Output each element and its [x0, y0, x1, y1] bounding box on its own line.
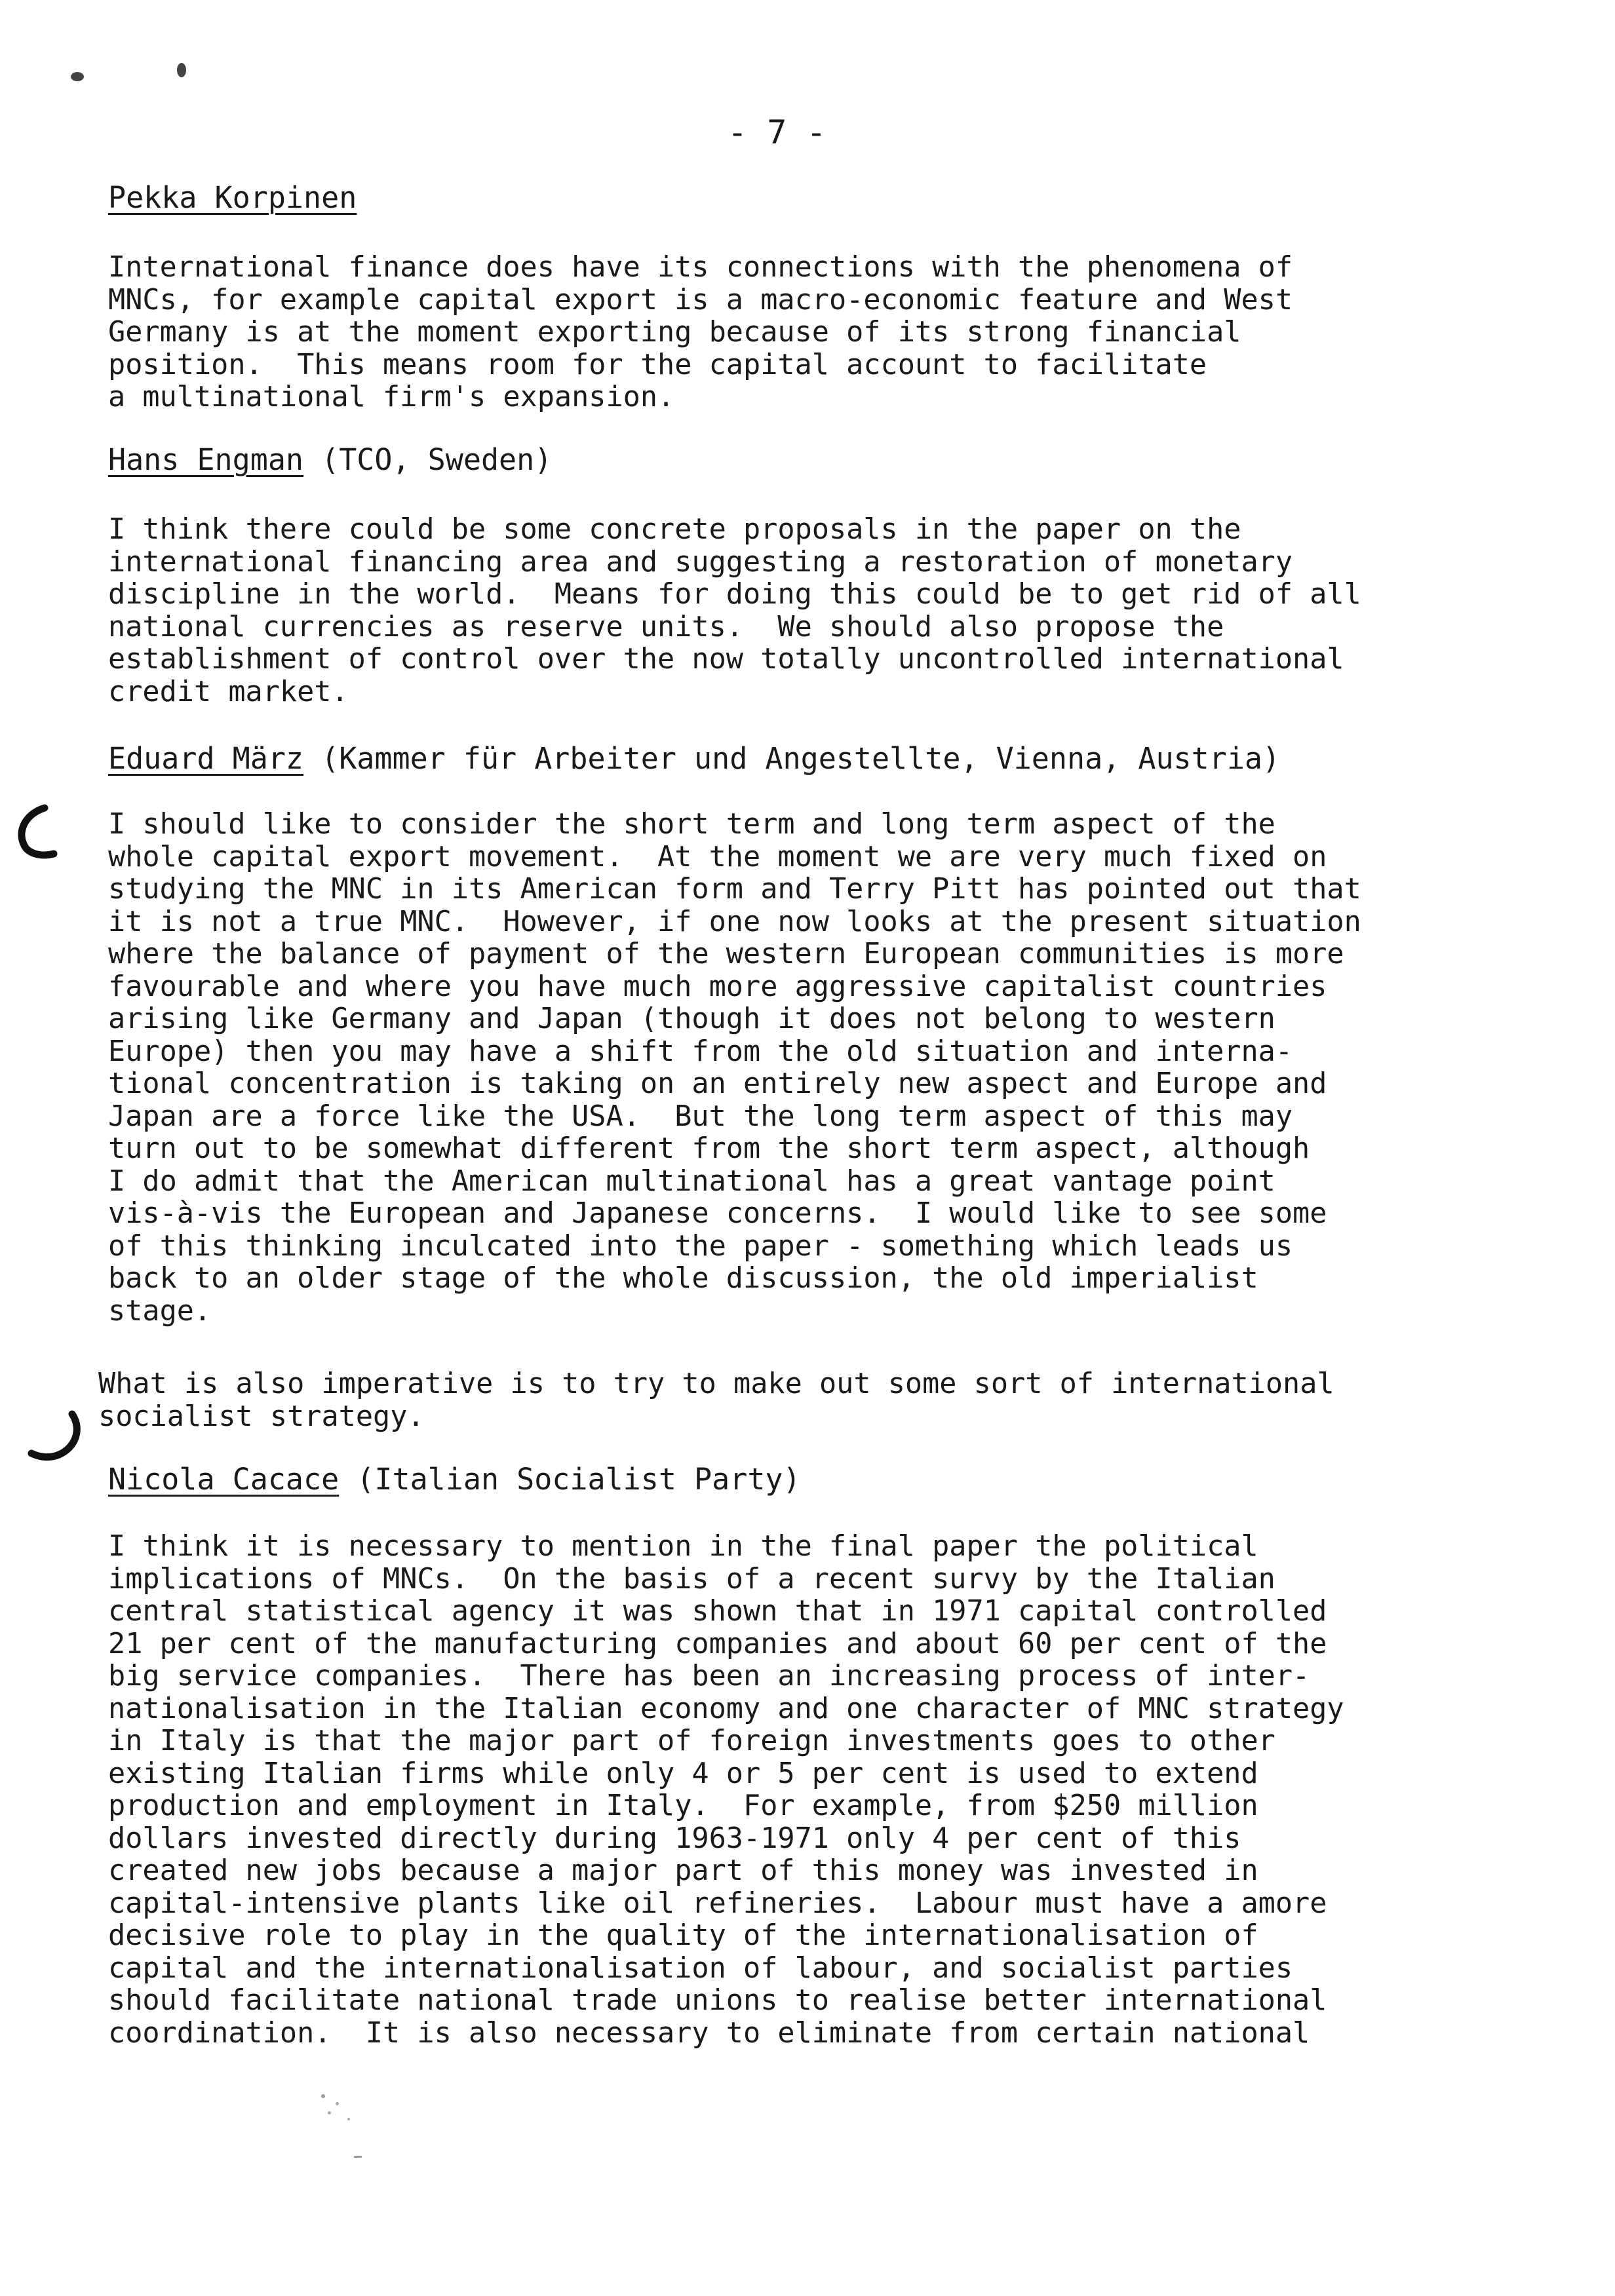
text-line: it is not a true MNC. However, if one now looks at the present situation [108, 905, 1361, 938]
speaker-name: Nicola Cacace [108, 1462, 340, 1497]
scan-speck-3 [328, 2111, 331, 2114]
text-line: discipline in the world. Means for doing this could be to get rid of all [108, 578, 1361, 611]
speaker-affiliation: (Kammer für Arbeiter und Angestellte, Vienna, Austria) [303, 741, 1281, 776]
ink-speck-2 [177, 63, 186, 77]
text-line: favourable and where you have much more aggressive capitalist countries [108, 970, 1327, 1003]
text-line: of this thinking inculcated into the paper - something which leads us [108, 1229, 1293, 1263]
text-line: a multinational firm's expansion. [108, 381, 675, 413]
speaker-affiliation: (TCO, Sweden) [303, 442, 553, 477]
text-line: MNCs, for example capital export is a macro-economic feature and West [108, 283, 1293, 316]
text-line: Europe) then you may have a shift from the old situation and interna- [108, 1035, 1293, 1068]
speaker-name: Pekka Korpinen [108, 180, 357, 215]
handwritten-open-bracket [7, 803, 59, 862]
text-line: I do admit that the American multinational has a great vantage point [108, 1164, 1275, 1198]
text-line: studying the MNC in its American form and Terry Pitt has pointed out that [108, 873, 1361, 906]
text-line: establishment of control over the now totally uncontrolled international [108, 643, 1344, 676]
text-line: nationalisation in the Italian economy and one character of MNC strategy [108, 1692, 1344, 1725]
speaker-heading-maerz [108, 742, 1280, 776]
text-line: international financing area and suggesting a restoration of monetary [108, 545, 1293, 579]
handwritten-close-bracket [26, 1407, 85, 1466]
speaker-heading-engman [108, 443, 552, 477]
text-line: created new jobs because a major part of this money was invested in [108, 1854, 1258, 1887]
scan-speck-1 [321, 2094, 325, 2098]
text-line: whole capital export movement. At the moment we are very much fixed on [108, 840, 1327, 873]
text-line: I think there could be some concrete proposals in the paper on the [108, 513, 1241, 546]
text-line: coordination. It is also necessary to eliminate from certain national [108, 2016, 1310, 2050]
statement-maerz [108, 809, 1537, 1328]
text-line: Germany is at the moment exporting because of its strong financial [108, 316, 1241, 349]
text-line: should facilitate national trade unions to realise better international [108, 1984, 1327, 2017]
statement-korpinen [108, 252, 1537, 414]
statement-cacace [108, 1531, 1537, 2050]
speaker-name: Hans Engman [108, 442, 304, 477]
text-line: vis-à-vis the European and Japanese concerns. I would like to see some [108, 1197, 1327, 1230]
text-line: Japan are a force like the USA. But the long term aspect of this may [108, 1100, 1293, 1133]
text-line: capital and the internationalisation of labour, and socialist parties [108, 1951, 1293, 1985]
text-line: turn out to be somewhat different from the short term aspect, although [108, 1132, 1310, 1165]
speaker-affiliation: (Italian Socialist Party) [339, 1462, 801, 1497]
text-line: production and employment in Italy. For example, from $250 million [108, 1789, 1258, 1822]
text-line: existing Italian firms while only 4 or 5 per cent is used to extend [108, 1757, 1258, 1790]
text-line: socialist strategy. [98, 1400, 425, 1433]
text-line: back to an older stage of the whole discussion, the old imperialist [108, 1262, 1258, 1295]
text-line: tional concentration is taking on an entirely new aspect and Europe and [108, 1067, 1327, 1100]
text-line: International finance does have its connections with the phenomena of [108, 251, 1293, 284]
text-line: where the balance of payment of the western European communities is more [108, 938, 1344, 970]
speaker-heading-cacace [108, 1463, 801, 1497]
text-line: decisive role to play in the quality of the internationalisation of [108, 1919, 1258, 1952]
text-line: dollars invested directly during 1963-1971 only 4 per cent of this [108, 1822, 1241, 1855]
text-line: 21 per cent of the manufacturing companies and about 60 per cent of the [108, 1627, 1327, 1660]
text-line: arising like Germany and Japan (though it does not belong to western [108, 1003, 1275, 1035]
speaker-heading-korpinen [108, 181, 357, 215]
text-line: I think it is necessary to mention in the final paper the political [108, 1530, 1258, 1563]
text-line: I should like to consider the short term and long term aspect of the [108, 808, 1275, 841]
text-line: in Italy is that the major part of foreign investments goes to other [108, 1725, 1275, 1757]
text-line: central statistical agency it was shown that in 1971 capital controlled [108, 1595, 1327, 1628]
scan-speck-4 [347, 2118, 350, 2120]
text-line: stage. [108, 1294, 212, 1328]
text-line: position. This means room for the capital account to facilitate [108, 348, 1207, 381]
text-line: credit market. [108, 675, 349, 708]
text-line: What is also imperative is to try to make out some sort of international [98, 1368, 1334, 1400]
scan-speck-5 [354, 2156, 362, 2158]
text-line: implications of MNCs. On the basis of a recent survy by the Italian [108, 1562, 1275, 1596]
statement-maerz-continued [98, 1368, 1527, 1433]
statement-engman [108, 514, 1537, 708]
scan-speck-2 [336, 2102, 339, 2105]
text-line: national currencies as reserve units. We should also propose the [108, 610, 1224, 643]
speaker-name: Eduard März [108, 741, 304, 776]
ink-speck-1 [71, 72, 84, 81]
text-line: capital-intensive plants like oil refineries. Labour must have a amore [108, 1886, 1327, 1920]
text-line: big service companies. There has been an increasing process of inter- [108, 1660, 1310, 1693]
page-number: - 7 - [728, 113, 827, 151]
